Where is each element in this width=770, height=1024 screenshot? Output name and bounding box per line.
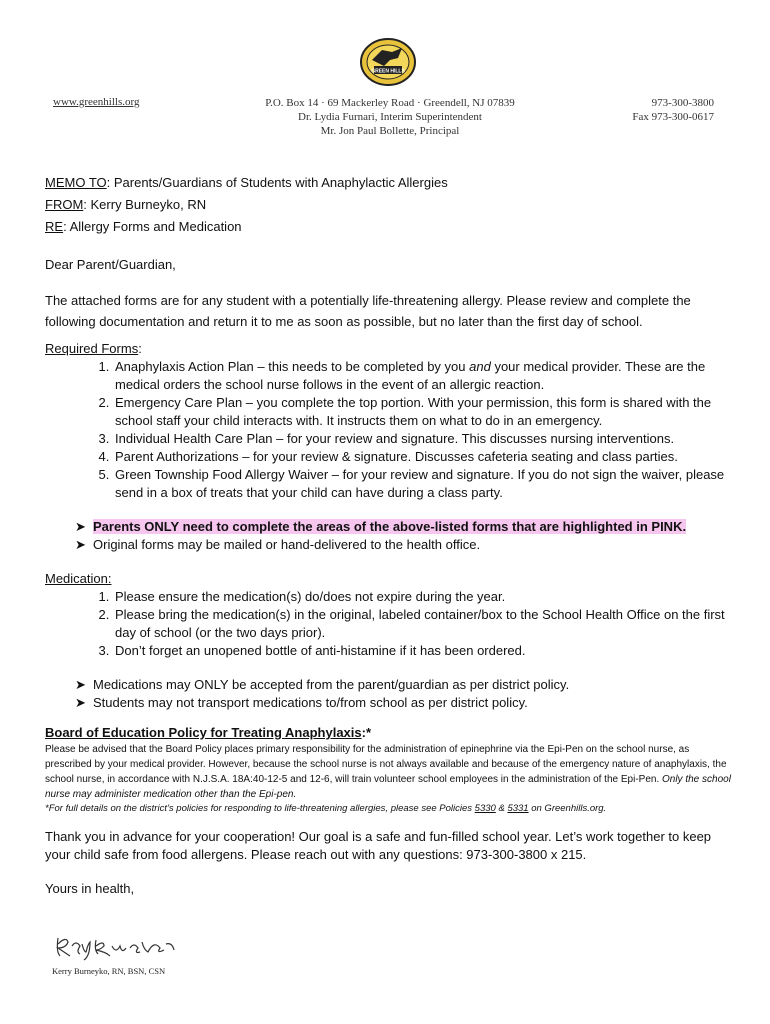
medication-notes [45,676,735,712]
policy-italic-note: Only the school nurse may administer medication other than the Epi-pen. [45,774,731,800]
policy-text: Please be advised that the Board Policy places primary responsibility for the administration of epinephrine via the Epi-Pen on the school nurse, as prescribed by your medical provider. However, because the school nurse is not always available and because of the emergency nature of anaphylaxis, the school nurse, in accordance with N.J.S.A. 18A:40-12-5 and 12-6, will train volunteer school employees in the administration of the Epi-Pen. Only the school nurse may administer medication other than the Epi-pen. [45,744,731,800]
closing-paragraph: Thank you in advance for your cooperation! Our goal is a safe and fun-filled school year. Let’s work together to keep your child safe from food allergens. Please reach out with any questions: 973-300-3800 x 215. [45,829,712,862]
memo-re-value: : Allergy Forms and Medication [63,219,242,234]
intro-paragraph: The attached forms are for any student with a potentially life-threatening allergy. Please review and complete the following documentation and return it to me as soon as possible, but no later than the first day of school. [45,293,691,329]
memo-from-label: FROM [45,197,84,212]
memo-to-value: : Parents/Guardians of Students with Anaphylactic Allergies [106,175,448,190]
principal-line: Mr. Jon Paul Bollette, Principal [320,125,460,137]
memo-from [45,196,735,214]
list-item: 3. Don’t forget an unopened bottle of anti-histamine if it has been ordered. [113,642,735,660]
list-item: 2. Please bring the medication(s) in the original, labeled container/box to the School Health Office on the first day of school (or the two days prior). [113,606,735,642]
list-item: 5. Green Township Food Allergy Waiver – for your review and signature. If you do not sign the waiver, please send in a box of treats that your child can have during a class party. [113,466,735,502]
list-item: 1. Anaphylaxis Action Plan – this needs to be completed by you and your medical provider. These are the medical orders the school nurse follows in the event of an allergic reaction. [113,358,735,394]
policy-5331-link[interactable]: 5331 [507,803,529,814]
memo-to [45,174,735,192]
medication-list [45,588,735,660]
note-item: ➤ Students may not transport medications to/from school as per district policy. [75,695,528,710]
list-item: 1. Please ensure the medication(s) do/does not expire during the year. [113,588,735,606]
fax-number: Fax 973-300-0617 [632,111,714,123]
memo-re-label: RE [45,219,64,234]
handwritten-signature [50,930,180,980]
arrow-icon: ➤ [75,695,86,710]
medication-heading: Medication: [45,571,112,586]
required-forms-notes [45,518,735,554]
salutation: Dear Parent/Guardian, [45,257,176,272]
list-item: 2. Emergency Care Plan – you complete the top portion. With your permission, this form is shared with the school staff your child interacts with. It instructs them on what to do in an emergency. [113,394,735,430]
list-item: 3. Individual Health Care Plan – for your review and signature. This discusses nursing interventions. [113,430,735,448]
policy-footnote: *For full details on the district’s policies for responding to life-threatening allergies, please see Policies 5330 & 5331 on Greenhills.org. [45,803,607,814]
signature-name: Kerry Burneyko, RN, BSN, CSN [52,966,166,976]
memo-re [45,218,735,236]
school-logo [358,36,418,88]
school-address [200,96,580,138]
memo-body [45,174,735,898]
arrow-icon: ➤ [75,677,86,692]
arrow-icon: ➤ [75,537,86,552]
memo-to-label: MEMO TO [45,175,107,190]
phone-number: 973-300-3800 [651,97,714,109]
policy-heading: Board of Education Policy for Treating Anaphylaxis:* [45,725,372,740]
superintendent-line: Dr. Lydia Furnari, Interim Superintendent [298,111,482,123]
required-forms-list [45,358,735,502]
list-item: 4. Parent Authorizations – for your review & signature. Discusses cafeteria seating and class parties. [113,448,735,466]
signoff: Yours in health, [45,881,135,896]
note-item: ➤ Original forms may be mailed or hand-delivered to the health office. [75,537,481,552]
note-item [75,518,735,536]
address-line: P.O. Box 14 · 69 Mackerley Road · Greendell, NJ 07839 [265,97,515,109]
contact-numbers [632,96,714,124]
highlighted-note: Parents ONLY need to complete the areas of the above-listed forms that are highlighted in PINK. [93,519,687,534]
policy-5330-link[interactable]: 5330 [474,803,496,814]
required-forms-heading: Required Forms: [45,341,142,356]
logo-text: GREEN HILLS [371,68,405,75]
memo-from-value: : Kerry Burneyko, RN [83,197,207,212]
arrow-icon: ➤ [75,519,86,534]
website-link[interactable]: www.greenhills.org [53,96,140,108]
note-item: ➤ Medications may ONLY be accepted from the parent/guardian as per district policy. [75,677,570,692]
